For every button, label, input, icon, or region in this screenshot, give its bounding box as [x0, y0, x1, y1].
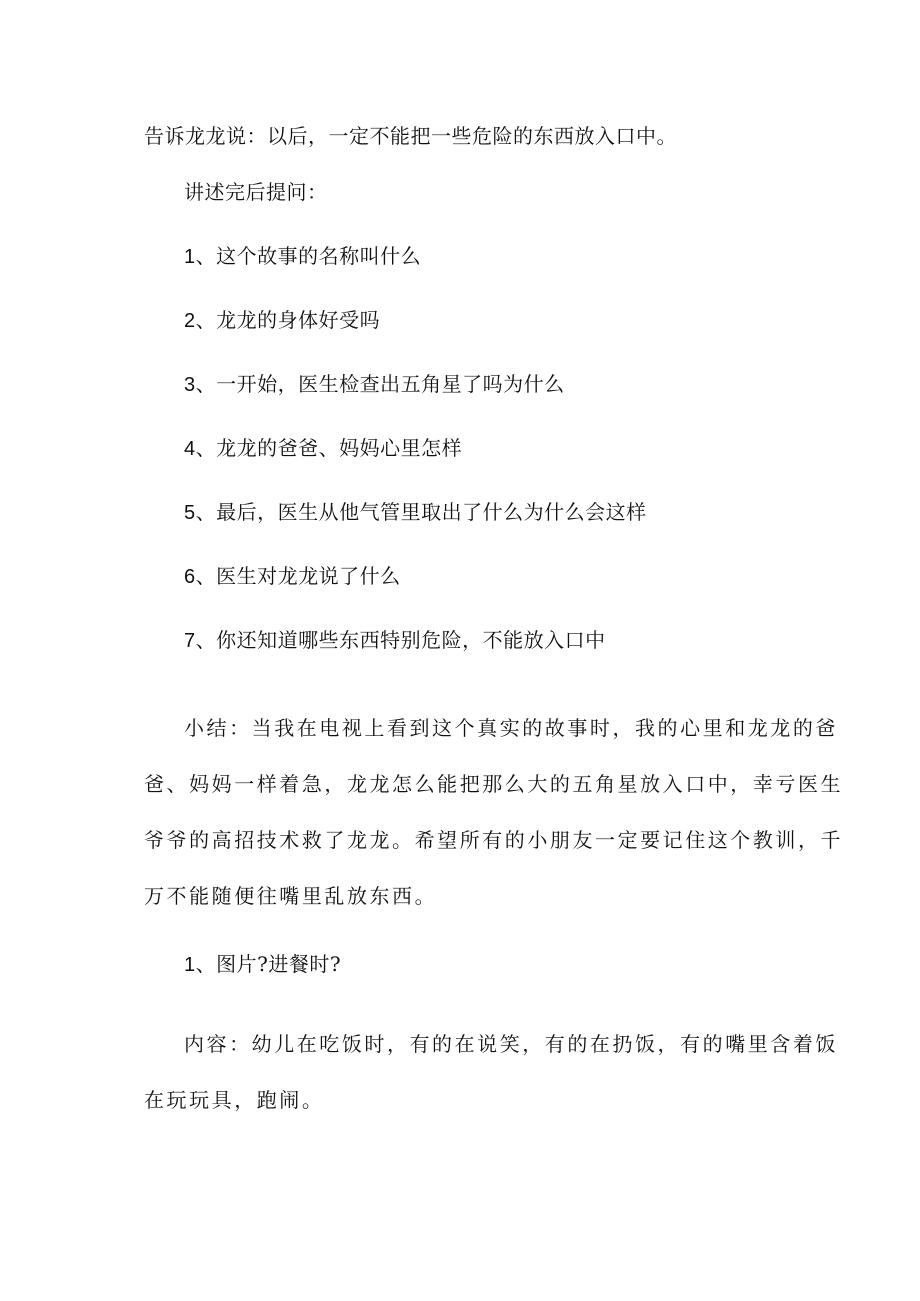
question-item — [184, 626, 606, 655]
question-number: 2 — [184, 310, 196, 332]
summary-line: 爸、妈妈一样着急，龙龙怎么能把那么大的五角星放入口中，幸亏医生 — [144, 772, 844, 796]
section-number: 1 — [184, 954, 196, 976]
question-item — [184, 306, 380, 335]
summary-line: 万不能随便往嘴里乱放东西。 — [144, 884, 438, 908]
question-text: 、你还知道哪些东西特别危险，不能放入口中 — [195, 628, 606, 652]
question-item — [184, 370, 565, 399]
question-item — [184, 498, 647, 527]
section-heading — [184, 950, 341, 979]
question-number: 1 — [184, 246, 196, 268]
question-text: 、龙龙的爸爸、妈妈心里怎样 — [195, 436, 463, 460]
content-line: 内容：幼儿在吃饭时，有的在说笑，有的在扔饭，有的嘴里含着饭 — [184, 1032, 838, 1056]
question-item — [184, 242, 421, 271]
question-item — [184, 434, 462, 463]
question-text: 、这个故事的名称叫什么 — [195, 244, 422, 268]
question-number: 6 — [184, 566, 196, 588]
content-line: 在玩玩具，跑闹。 — [144, 1088, 325, 1112]
section-title: 、图片?进餐时? — [195, 952, 342, 976]
question-number: 3 — [184, 374, 196, 396]
summary-line: 小结：当我在电视上看到这个真实的故事时，我的心里和龙龙的爸 — [184, 716, 838, 740]
question-text: 、最后，医生从他气管里取出了什么为什么会这样 — [195, 500, 647, 524]
opening-line: 告诉龙龙说：以后，一定不能把一些危险的东西放入口中。 — [144, 124, 677, 148]
question-item — [184, 562, 401, 591]
questions-intro: 讲述完后提问： — [184, 180, 328, 204]
question-number: 7 — [184, 630, 196, 652]
summary-line: 爷爷的高招技术救了龙龙。希望所有的小朋友一定要记住这个教训，千 — [144, 828, 844, 852]
question-text: 、一开始，医生检查出五角星了吗为什么 — [195, 372, 565, 396]
question-number: 5 — [184, 502, 196, 524]
question-text: 、医生对龙龙说了什么 — [195, 564, 401, 588]
question-text: 、龙龙的身体好受吗 — [195, 308, 381, 332]
question-number: 4 — [184, 438, 196, 460]
